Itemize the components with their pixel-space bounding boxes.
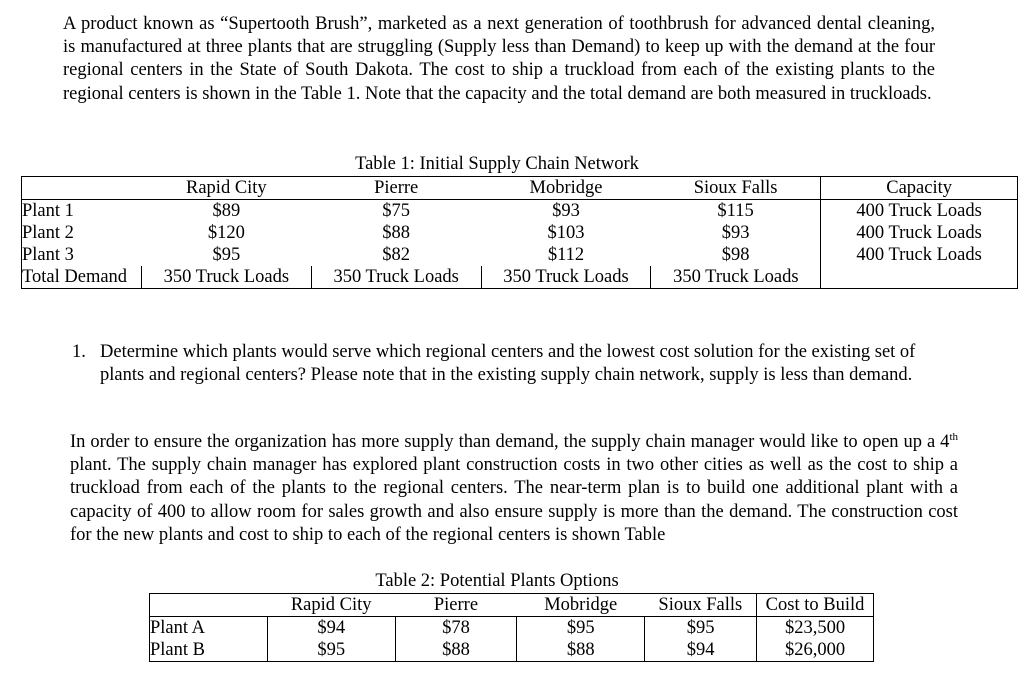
table-header-row	[22, 177, 1018, 200]
row-label: Plant 3	[22, 244, 74, 265]
table-cell: $88	[382, 222, 411, 243]
header-cell: Pierre	[374, 177, 419, 198]
header-cell	[22, 177, 142, 200]
table-cell: $26,000	[784, 639, 846, 660]
total-demand-row	[22, 266, 1018, 289]
header-cell: Sioux Falls	[645, 594, 757, 617]
table-cell: $95	[212, 244, 241, 265]
table2-caption: Table 2: Potential Plants Options	[375, 571, 619, 591]
table-cell: 400 Truck Loads	[856, 244, 982, 265]
table-cell: 350 Truck Loads	[481, 266, 651, 289]
table-cell: $75	[311, 200, 481, 223]
ordinal-superscript: th	[949, 430, 958, 443]
question-number: 1.	[72, 342, 86, 362]
paragraph-2-text-cont: plant. The supply chain manager has explored plant construction costs in two other cities as well as the cost to ship a truckload from each of the plants to the regional centers. The near-term plan is to build one additional plant with a capacity of 400 to allow room for sales growth and also ensure supply is more than the demand. The construction cost for the new plants and cost to ship to each of the regional centers is shown Table	[70, 455, 958, 545]
question-text: Determine which plants would serve which regional centers and the lowest cost solution for the existing set of plants and regional centers? Please note that in the existing supply chain network, supply is less than demand.	[100, 342, 916, 385]
table-row	[150, 617, 874, 640]
paragraph-2-text: In order to ensure the organization has more supply than demand, the supply chain manager would like to open up a 4	[70, 432, 950, 452]
table-header-row	[150, 594, 874, 617]
table-cell	[821, 266, 1018, 289]
table-cell: 350 Truck Loads	[141, 266, 311, 289]
table-cell: $23,500	[784, 617, 846, 638]
table-cell: $120	[207, 222, 245, 243]
table-cell: $95	[645, 617, 757, 640]
header-cell: Pierre	[395, 594, 517, 617]
header-cell: Rapid City	[267, 594, 395, 617]
table-cell: $94	[267, 617, 395, 640]
header-cell: Mobridge	[517, 594, 645, 617]
table-cell: $98	[651, 244, 821, 266]
table-cell: 400 Truck Loads	[856, 222, 982, 243]
header-cell: Capacity	[886, 177, 952, 198]
header-cell: Rapid City	[186, 177, 267, 198]
question-1	[72, 341, 932, 387]
table-cell: $95	[517, 617, 645, 640]
table-cell: $93	[481, 200, 651, 223]
row-label: Plant A	[150, 617, 268, 640]
table-cell: 350 Truck Loads	[651, 266, 821, 289]
table-cell: $103	[547, 222, 585, 243]
table-row	[22, 244, 1018, 266]
table-cell: $94	[645, 639, 757, 662]
table-cell: $95	[267, 639, 395, 662]
initial-supply-chain-table	[21, 176, 1018, 289]
table-cell: $88	[395, 639, 517, 662]
row-label: Plant 1	[22, 200, 142, 223]
header-cell	[150, 594, 268, 617]
table-cell: $112	[547, 244, 585, 265]
row-label: Plant B	[150, 639, 268, 662]
header-cell: Sioux Falls	[651, 177, 821, 200]
table1-caption: Table 1: Initial Supply Chain Network	[355, 154, 639, 174]
table-cell: $89	[141, 200, 311, 223]
table-row	[150, 639, 874, 662]
table-cell: $88	[517, 639, 645, 662]
paragraph-2	[70, 431, 958, 547]
row-label: Plant 2	[22, 222, 74, 243]
table-row	[22, 200, 1018, 223]
row-label: Total Demand	[22, 266, 142, 289]
intro-paragraph: A product known as “Supertooth Brush”, marketed as a next generation of toothbrush for advanced dental cleaning, is manufactured at three plants that are struggling (Supply less than Demand) to keep up with the demand at the four regional centers in the State of South Dakota. The cost to ship a truckload from each of the existing plants to the regional centers is shown in the Table 1. Note that the capacity and the total demand are both measured in truckloads.	[63, 14, 935, 104]
potential-plants-table	[149, 593, 874, 662]
header-cell: Mobridge	[529, 177, 603, 198]
table-cell: $78	[395, 617, 517, 640]
table-cell: 400 Truck Loads	[821, 200, 1018, 223]
table-cell: 350 Truck Loads	[311, 266, 481, 289]
table-cell: $93	[651, 222, 821, 244]
header-cell: Cost to Build	[757, 594, 874, 617]
table-row	[22, 222, 1018, 244]
table-cell: $82	[382, 244, 411, 265]
table-cell: $115	[651, 200, 821, 223]
